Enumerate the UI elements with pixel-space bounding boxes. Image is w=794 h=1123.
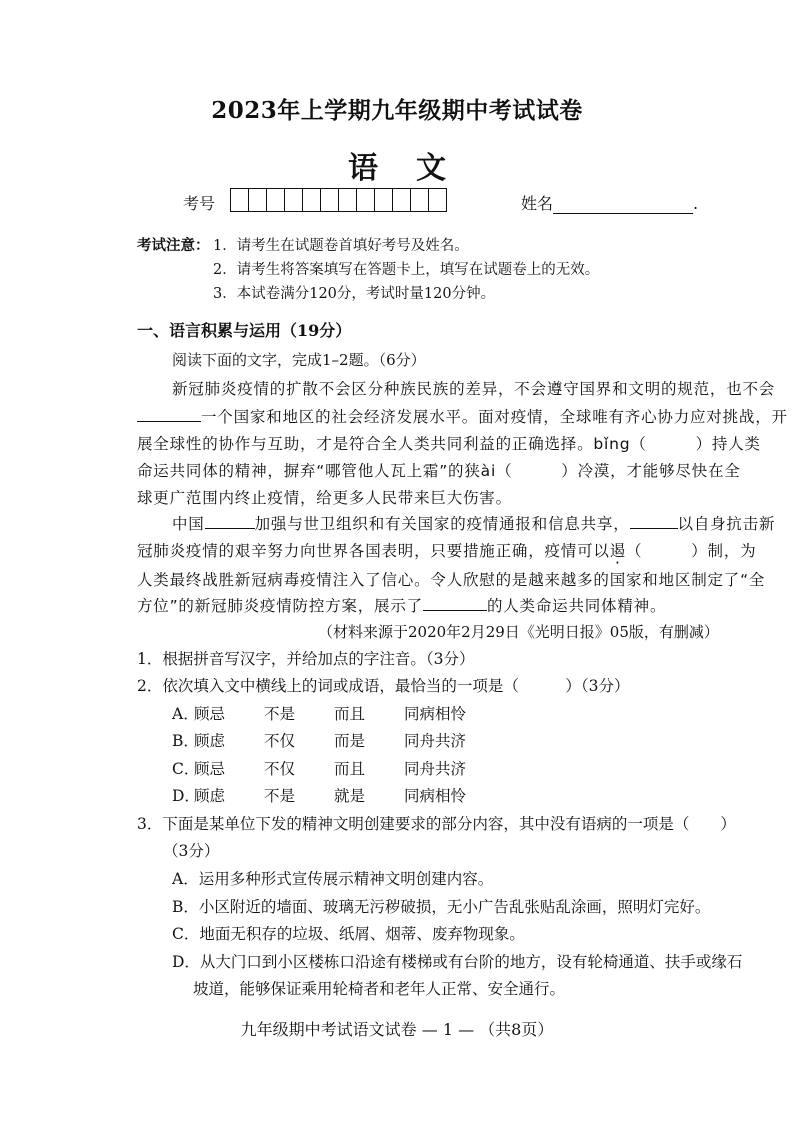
name-label: 姓名 (521, 194, 554, 213)
passage-line: 命运共同体的精神，摒弃“哪管他人瓦上霜”的狭ài（ ）冷漠，才能够尽快在全 (137, 462, 741, 480)
notes-label: 考试注意： (137, 237, 210, 254)
passage-line: 方位”的新冠肺炎疫情防控方案，展示了 的人类命运共同体精神。 (137, 597, 667, 615)
question-1: 1．根据拼音写汉字，并给加点的字注音。（3分） (137, 650, 475, 668)
q2-option-b[interactable]: B．顾虑 不仅 而是 同舟共济 (172, 732, 467, 750)
q3-option-d[interactable]: D．从大门口到小区楼栋口沿途有楼梯或有台阶的地方，设有轮椅通道、扶手或缘石 (172, 953, 743, 971)
name-line[interactable] (553, 197, 693, 214)
note-item: 3．本试卷满分120分，考试时量120分钟。 (213, 286, 496, 302)
section-heading: 一、语言积累与运用（19分） (137, 321, 352, 340)
q2-option-a[interactable]: A．顾忌 不是 而且 同病相怜 (172, 705, 467, 723)
q2-option-d[interactable]: D．顾虑 不是 就是 同病相怜 (172, 787, 467, 805)
q2-option-c[interactable]: C．顾忌 不仅 而且 同舟共济 (172, 760, 467, 778)
name-field[interactable]: 姓名 . (521, 194, 699, 213)
exam-title: 2023年上学期九年级期中考试试卷 (211, 97, 583, 124)
passage-line: 人类最终战胜新冠病毒疫情注入了信心。令人欣慰的是越来越多的国家和地区制定了“全 (137, 571, 766, 589)
question-3: 3．下面是某单位下发的精神文明创建要求的部分内容，其中没有语病的一项是（ ） (137, 815, 736, 833)
fill-blank-1[interactable] (137, 407, 201, 422)
subject-title: 语文 (348, 151, 484, 186)
q3-option-b[interactable]: B．小区附近的墙面、玻璃无污秽破损，无小广告乱张贴乱涂画，照明灯完好。 (172, 898, 711, 916)
fill-blank-2[interactable] (205, 514, 255, 529)
question-2: 2．依次填入文中横线上的词或成语，最恰当的一项是（ ）（3分） (137, 677, 630, 695)
passage-line: 冠肺炎疫情的艰辛努力向世界各国表明，只要措施正确，疫情可以遏（ ）制，为 (137, 542, 757, 560)
fill-blank-3[interactable] (630, 514, 678, 529)
page-footer: 九年级期中考试语文试卷 — 1 — （共8页） (240, 1020, 554, 1039)
q3-option-a[interactable]: A．运用多种形式宣传展示精神文明创建内容。 (172, 870, 494, 888)
exam-number-boxes[interactable] (230, 188, 447, 212)
passage-line: 展全球性的协作与互助，才是符合全人类共同利益的正确选择。bǐng（ ）持人类 (137, 435, 761, 453)
passage-line: 一个国家和地区的社会经济发展水平。面对疫情，全球唯有齐心协力应对挑战，开 (137, 405, 788, 427)
reading-intro: 阅读下面的文字，完成1–2题。（6分） (172, 351, 426, 369)
passage-line: 新冠肺炎疫情的扩散不会区分种族民族的差异，不会遵守国界和文明的规范，也不会 (172, 380, 776, 398)
exam-number-label: 考号 (183, 194, 216, 213)
question-3-score: （3分） (163, 842, 220, 860)
note-item: 2．请考生将答案填写在答题卡上，填写在试题卷上的无效。 (213, 262, 600, 278)
fill-blank-4[interactable] (423, 596, 487, 611)
passage-source: （材料来源于2020年2月29日《光明日报》05版，有删减） (318, 623, 719, 641)
q3-option-d-continued: 坡道，能够保证乘用轮椅者和老年人正常、安全通行。 (193, 980, 566, 998)
note-item: 1．请考生在试题卷首填好考号及姓名。 (213, 238, 469, 254)
q3-option-c[interactable]: C．地面无积存的垃圾、纸屑、烟蒂、废弃物现象。 (172, 925, 525, 943)
passage-line: 球更广范围内终止疫情，给更多人民带来巨大伤害。 (137, 489, 512, 507)
passage-line: 中国 加强与世卫组织和有关国家的疫情通报和信息共享， 以自身抗击新 (172, 515, 776, 533)
